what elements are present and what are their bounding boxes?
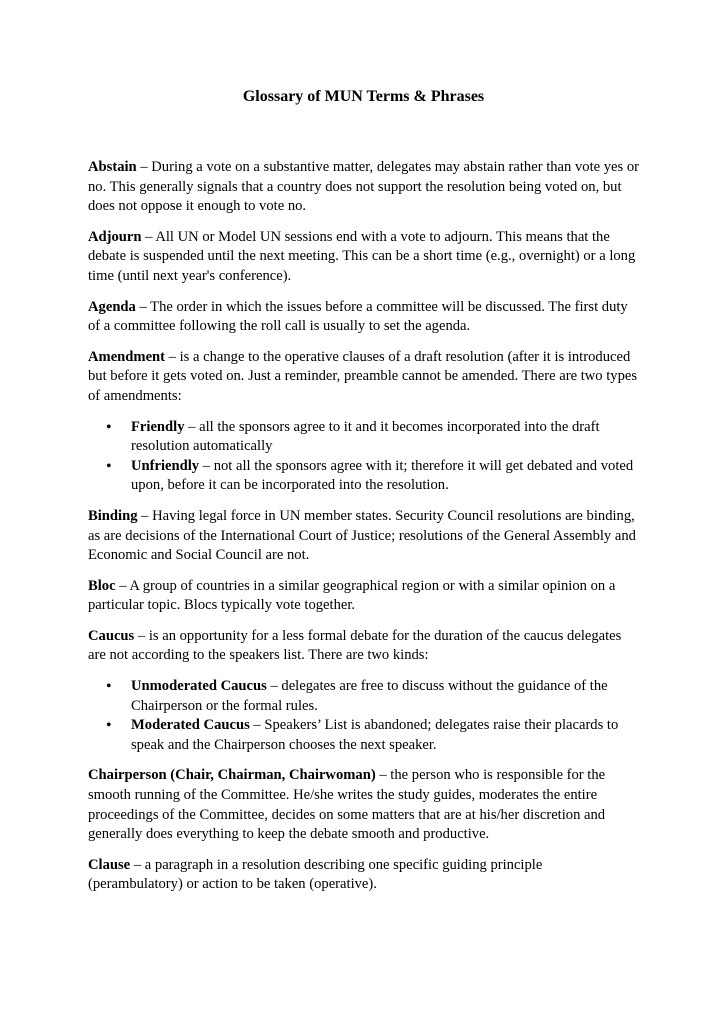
- glossary-entry-agenda: [88, 298, 639, 337]
- glossary-entry-clause: [88, 856, 639, 895]
- item-definition: – all the sponsors agree to it and it becomes incorporated into the draft resolution automatically: [131, 418, 600, 455]
- item-term: Friendly: [131, 418, 185, 435]
- list-item-unfriendly: [131, 457, 639, 496]
- item-definition: – delegates are free to discuss without the guidance of the Chairperson or the formal rules.: [131, 678, 608, 714]
- entry-term: Caucus: [88, 627, 135, 644]
- entry-term: Agenda: [88, 298, 136, 315]
- entry-definition: – a paragraph in a resolution describing one specific guiding principle (perambulatory) or action to be taken (operative).: [88, 856, 543, 893]
- item-definition: – Speakers’ List is abandoned; delegates raise their placards to speak and the Chairperson chooses the next speaker.: [131, 717, 619, 753]
- glossary-entry-adjourn: [88, 228, 639, 287]
- entry-definition: – is a change to the operative clauses of a draft resolution (after it is introduced but before it gets voted on. Just a reminder, preamble cannot be amended. There are two types of amendments:: [88, 348, 638, 404]
- entry-definition: – During a vote on a substantive matter, delegates may abstain rather than vote yes or no. This generally signals that a country does not support the resolution being voted on, but does not oppose it enough to vote no.: [88, 159, 640, 215]
- item-term: Unmoderated Caucus: [131, 678, 267, 695]
- item-term: Unfriendly: [131, 457, 200, 474]
- entry-definition: – the person who is responsible for the smooth running of the Committee. He/she writes the study guides, moderates the entire proceedings of the Committee, decides on some matters that are at his/her discretion and generally does everything to keep the debate smooth and productive.: [88, 767, 606, 843]
- list-item-friendly: [131, 418, 639, 457]
- entry-definition: – All UN or Model UN sessions end with a vote to adjourn. This means that the debate is suspended until the next meeting. This can be a short time (e.g., overnight) or a long time (until next year's conference).: [88, 228, 636, 284]
- entry-term: Binding: [88, 507, 138, 524]
- entry-term: Chairperson (Chair, Chairman, Chairwoman): [88, 767, 376, 784]
- glossary-entry-caucus: [88, 627, 639, 666]
- entry-term: Clause: [88, 856, 131, 873]
- entry-term: Abstain: [88, 159, 137, 175]
- glossary-entry-chairperson: [88, 766, 639, 844]
- glossary-entry-bloc: [88, 577, 639, 616]
- entry-definition: – A group of countries in a similar geographical region or with a similar opinion on a particular topic. Blocs typically vote together.: [88, 577, 616, 614]
- entry-term: Bloc: [88, 577, 116, 594]
- item-term: Moderated Caucus: [131, 717, 250, 734]
- item-definition: – not all the sponsors agree with it; therefore it will get debated and voted upon, before it can be incorporated into the resolution.: [131, 457, 634, 494]
- amendment-types-list: [88, 418, 639, 496]
- caucus-types-list: [88, 677, 639, 755]
- entry-term: Adjourn: [88, 228, 142, 245]
- entry-term: Amendment: [88, 348, 166, 365]
- glossary-entry-binding: [88, 507, 639, 566]
- list-item-unmoderated-caucus: [131, 677, 639, 716]
- entry-definition: – Having legal force in UN member states. Security Council resolutions are binding, as are decisions of the International Court of Justice; resolutions of the General Assembly and Economic and Social Council are not.: [88, 507, 636, 564]
- glossary-entry-abstain: [88, 158, 639, 217]
- page-title: Glossary of MUN Terms & Phrases: [242, 88, 485, 105]
- glossary-entry-amendment: [88, 348, 639, 407]
- entry-definition: – is an opportunity for a less formal debate for the duration of the caucus delegates are not according to the speakers list. There are two kinds:: [88, 627, 622, 664]
- entry-definition: – The order in which the issues before a committee will be discussed. The first duty of a committee following the roll call is usually to set the agenda.: [88, 298, 628, 335]
- list-item-moderated-caucus: [131, 716, 639, 755]
